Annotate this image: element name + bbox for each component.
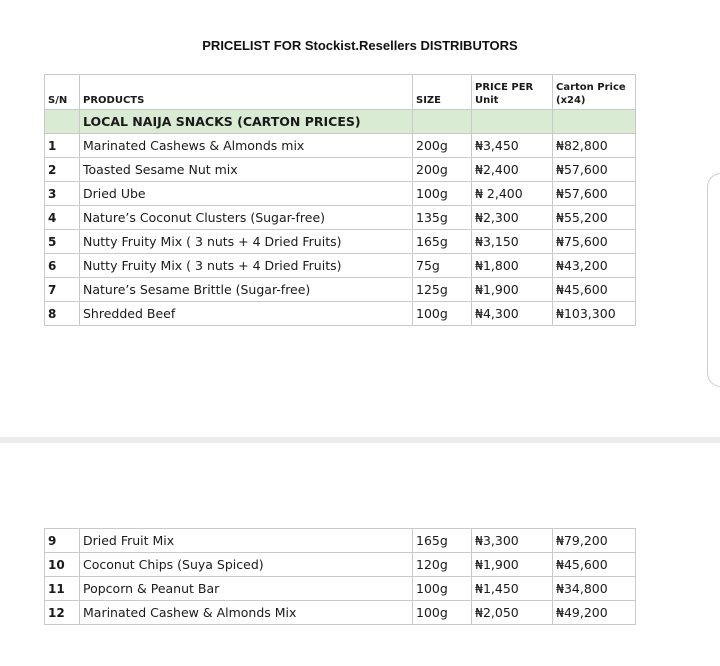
row-sn: 2 <box>45 158 80 182</box>
table-row <box>45 254 636 278</box>
header-carton-price-line2: (x24) <box>556 95 586 106</box>
row-unit-price: ₦2,300 <box>472 206 553 230</box>
section-row <box>45 110 636 134</box>
page-title: PRICELIST FOR Stockist.Resellers DISTRIBUTORS <box>202 38 518 53</box>
table-row <box>45 230 636 254</box>
row-unit-price: ₦1,800 <box>472 254 553 278</box>
table-row <box>45 206 636 230</box>
row-size: 100g <box>413 302 472 326</box>
header-carton-price-line1: Carton Price <box>556 82 626 93</box>
row-size: 100g <box>413 182 472 206</box>
row-unit-price: ₦3,450 <box>472 134 553 158</box>
row-carton-price: ₦45,600 <box>553 553 636 577</box>
row-product: Shredded Beef <box>80 302 413 326</box>
table-header-row <box>45 75 636 110</box>
row-carton-price: ₦103,300 <box>553 302 636 326</box>
row-unit-price: ₦4,300 <box>472 302 553 326</box>
row-sn: 12 <box>45 601 80 625</box>
header-products: PRODUCTS <box>80 75 413 110</box>
row-unit-price: ₦3,300 <box>472 529 553 553</box>
header-carton-price <box>553 75 636 110</box>
section-title: LOCAL NAIJA SNACKS (CARTON PRICES) <box>80 110 413 134</box>
row-size: 120g <box>413 553 472 577</box>
row-carton-price: ₦45,600 <box>553 278 636 302</box>
header-unit-price-line2: Unit <box>475 95 499 106</box>
table-body-page2 <box>45 529 636 625</box>
row-carton-price: ₦43,200 <box>553 254 636 278</box>
row-sn: 10 <box>45 553 80 577</box>
row-carton-price: ₦55,200 <box>553 206 636 230</box>
table-row <box>45 601 636 625</box>
table-row <box>45 134 636 158</box>
page-divider <box>0 437 720 443</box>
row-product: Nature’s Coconut Clusters (Sugar-free) <box>80 206 413 230</box>
row-carton-price: ₦79,200 <box>553 529 636 553</box>
row-sn: 3 <box>45 182 80 206</box>
row-sn: 9 <box>45 529 80 553</box>
table-row <box>45 158 636 182</box>
row-unit-price: ₦1,900 <box>472 278 553 302</box>
row-sn: 5 <box>45 230 80 254</box>
row-product: Toasted Sesame Nut mix <box>80 158 413 182</box>
header-size: SIZE <box>413 75 472 110</box>
row-product: Dried Ube <box>80 182 413 206</box>
row-carton-price: ₦82,800 <box>553 134 636 158</box>
row-unit-price: ₦2,400 <box>472 158 553 182</box>
table-row <box>45 553 636 577</box>
row-size: 135g <box>413 206 472 230</box>
row-size: 100g <box>413 577 472 601</box>
table-row <box>45 529 636 553</box>
row-sn: 6 <box>45 254 80 278</box>
row-size: 100g <box>413 601 472 625</box>
row-size: 200g <box>413 134 472 158</box>
pricelist-table-page2 <box>44 528 636 625</box>
row-product: Nutty Fruity Mix ( 3 nuts + 4 Dried Fruits) <box>80 230 413 254</box>
row-carton-price: ₦75,600 <box>553 230 636 254</box>
row-size: 125g <box>413 278 472 302</box>
row-size: 75g <box>413 254 472 278</box>
header-unit-price-line1: PRICE PER <box>475 82 534 93</box>
row-unit-price: ₦1,450 <box>472 577 553 601</box>
row-carton-price: ₦34,800 <box>553 577 636 601</box>
table-body-page1 <box>45 134 636 326</box>
pricelist-table-page1 <box>44 74 636 326</box>
row-unit-price: ₦1,900 <box>472 553 553 577</box>
table-row <box>45 182 636 206</box>
row-product: Dried Fruit Mix <box>80 529 413 553</box>
header-sn: S/N <box>45 75 80 110</box>
row-sn: 8 <box>45 302 80 326</box>
row-size: 165g <box>413 529 472 553</box>
side-panel-edge <box>707 173 720 387</box>
row-size: 165g <box>413 230 472 254</box>
row-product: Nature’s Sesame Brittle (Sugar-free) <box>80 278 413 302</box>
table-row <box>45 302 636 326</box>
header-unit-price <box>472 75 553 110</box>
row-product: Coconut Chips (Suya Spiced) <box>80 553 413 577</box>
table-row <box>45 278 636 302</box>
row-sn: 1 <box>45 134 80 158</box>
row-unit-price: ₦2,050 <box>472 601 553 625</box>
row-unit-price: ₦ 2,400 <box>472 182 553 206</box>
row-carton-price: ₦57,600 <box>553 158 636 182</box>
row-size: 200g <box>413 158 472 182</box>
row-product: Nutty Fruity Mix ( 3 nuts + 4 Dried Fruits) <box>80 254 413 278</box>
row-sn: 7 <box>45 278 80 302</box>
row-product: Marinated Cashew & Almonds Mix <box>80 601 413 625</box>
row-sn: 4 <box>45 206 80 230</box>
row-sn: 11 <box>45 577 80 601</box>
row-carton-price: ₦57,600 <box>553 182 636 206</box>
row-carton-price: ₦49,200 <box>553 601 636 625</box>
row-unit-price: ₦3,150 <box>472 230 553 254</box>
row-product: Marinated Cashews & Almonds mix <box>80 134 413 158</box>
row-product: Popcorn & Peanut Bar <box>80 577 413 601</box>
table-row <box>45 577 636 601</box>
